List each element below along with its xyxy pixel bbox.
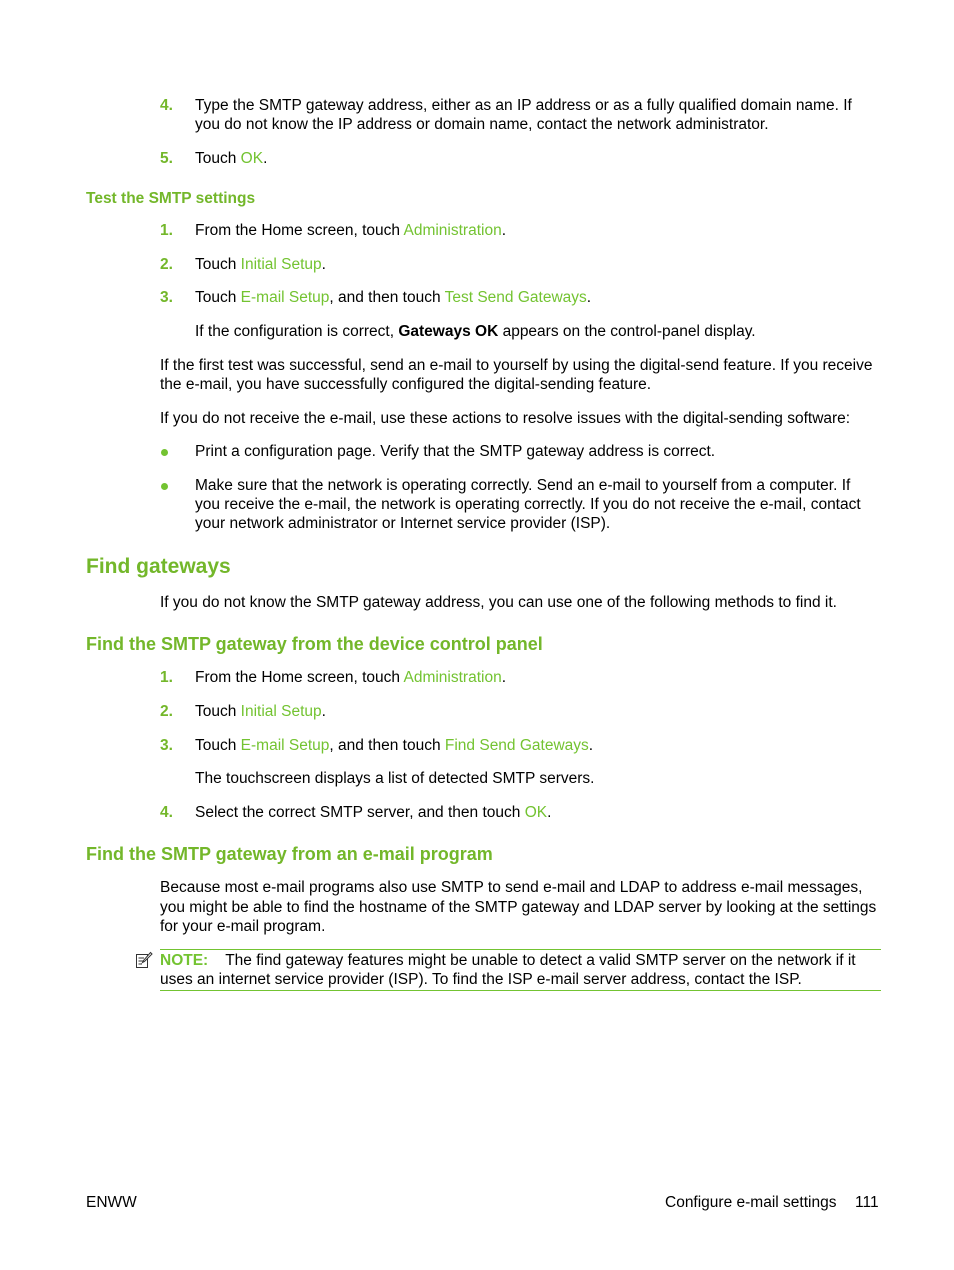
step-text: [195, 288, 591, 307]
initial-setup-link[interactable]: Initial Setup: [240, 256, 322, 273]
step-text: [195, 255, 326, 274]
result-text-post: appears on the control-panel display.: [498, 323, 756, 340]
step-number: 2.: [160, 256, 173, 273]
step-text: [195, 221, 506, 240]
bullet-text: Make sure that the network is operating correctly. Send an e-mail to yourself from a computer. If: [195, 477, 851, 494]
email-setup-link[interactable]: E-mail Setup: [240, 737, 330, 754]
bullet-icon: [161, 483, 168, 490]
ok-link[interactable]: OK: [524, 804, 548, 821]
note-bottom-rule: [160, 990, 881, 991]
step-number: 1.: [160, 222, 173, 239]
ok-link[interactable]: OK: [240, 150, 264, 167]
administration-link[interactable]: Administration: [403, 669, 502, 686]
step-text-post: .: [547, 804, 552, 821]
test-smtp-heading: Test the SMTP settings: [86, 190, 256, 207]
paragraph-line: If you do not receive the e-mail, use these actions to resolve issues with the digital-sending software:: [160, 410, 851, 427]
step-text-mid: , and then touch: [329, 737, 445, 754]
email-setup-link[interactable]: E-mail Setup: [240, 289, 330, 306]
step-number: 5.: [160, 150, 173, 167]
paragraph-line: If you do not know the SMTP gateway address, you can use one of the following methods to find it.: [160, 594, 837, 611]
find-gateways-heading: Find gateways: [86, 555, 231, 578]
step-text-pre: Touch: [195, 703, 241, 720]
step-number: 3.: [160, 737, 173, 754]
panel-result-text: The touchscreen displays a list of detected SMTP servers.: [195, 770, 595, 787]
step-number: 4.: [160, 97, 173, 114]
step-text-pre: Touch: [195, 289, 241, 306]
step-text-pre: Touch: [195, 737, 241, 754]
find-send-gateways-link[interactable]: Find Send Gateways: [444, 737, 589, 754]
step-number: 4.: [160, 804, 173, 821]
footer-left: ENWW: [86, 1194, 137, 1211]
step-text: Type the SMTP gateway address, either as an IP address or as a fully qualified domain name. If: [195, 97, 852, 114]
step-text: [195, 803, 551, 822]
bullet-icon: [161, 449, 168, 456]
administration-link[interactable]: Administration: [403, 222, 502, 239]
step-text-post: .: [501, 669, 507, 686]
step-text: [195, 149, 267, 168]
test-send-gateways-link[interactable]: Test Send Gateways: [444, 289, 587, 306]
step-text-post: .: [588, 737, 594, 754]
page-number: 111: [855, 1194, 879, 1211]
note-line: uses an internet service provider (ISP). To find the ISP e-mail server address, contact the ISP.: [160, 971, 802, 988]
email-program-heading: Find the SMTP gateway from an e-mail program: [86, 844, 493, 864]
step-text: [195, 702, 326, 721]
test-result-text: [195, 322, 756, 341]
step-text-post: .: [263, 150, 268, 167]
step-number: 1.: [160, 669, 173, 686]
step-text-pre: From the Home screen, touch: [195, 222, 404, 239]
paragraph-line: for your e-mail program.: [160, 918, 326, 935]
step-text-mid: , and then touch: [329, 289, 445, 306]
step-text: you do not know the IP address or domain name, contact the network administrator.: [195, 116, 769, 133]
step-number: 3.: [160, 289, 173, 306]
step-text-post: .: [321, 256, 326, 273]
step-text-pre: From the Home screen, touch: [195, 669, 404, 686]
paragraph-line: the e-mail, you have successfully configured the digital-sending feature.: [160, 376, 652, 393]
footer-title: Configure e-mail settings: [665, 1194, 837, 1211]
paragraph-line: Because most e-mail programs also use SMTP to send e-mail and LDAP to address e-mail messages,: [160, 879, 863, 896]
paragraph-line: you might be able to find the hostname of the SMTP gateway and LDAP server by looking at the settings: [160, 899, 877, 916]
device-panel-heading: Find the SMTP gateway from the device control panel: [86, 634, 543, 654]
step-text: [195, 736, 593, 755]
note-text: [160, 951, 856, 970]
note-top-rule: [160, 949, 881, 950]
initial-setup-link[interactable]: Initial Setup: [240, 703, 322, 720]
note-label: NOTE:: [160, 952, 209, 969]
paragraph-line: If the first test was successful, send an e-mail to yourself by using the digital-send feature. If you receive: [160, 357, 873, 374]
step-text-pre: Touch: [195, 256, 241, 273]
step-text-post: .: [321, 703, 326, 720]
gateways-ok-label: Gateways OK: [398, 323, 499, 340]
result-text-pre: If the configuration is correct,: [195, 323, 399, 340]
step-text: [195, 668, 506, 687]
bullet-text: your network administrator or Internet service provider (ISP).: [195, 515, 611, 532]
note-line: The find gateway features might be unable to detect a valid SMTP server on the network if it: [225, 952, 856, 969]
bullet-text: you receive the e-mail, the network is operating correctly. If you do not receive the e-mail, contact: [195, 496, 861, 513]
step-text-pre: Touch: [195, 150, 241, 167]
step-text-post: .: [501, 222, 507, 239]
step-text-post: .: [586, 289, 592, 306]
note-icon: [135, 951, 153, 969]
step-number: 2.: [160, 703, 173, 720]
step-text-pre: Select the correct SMTP server, and then touch: [195, 804, 525, 821]
bullet-text: Print a configuration page. Verify that the SMTP gateway address is correct.: [195, 443, 716, 460]
